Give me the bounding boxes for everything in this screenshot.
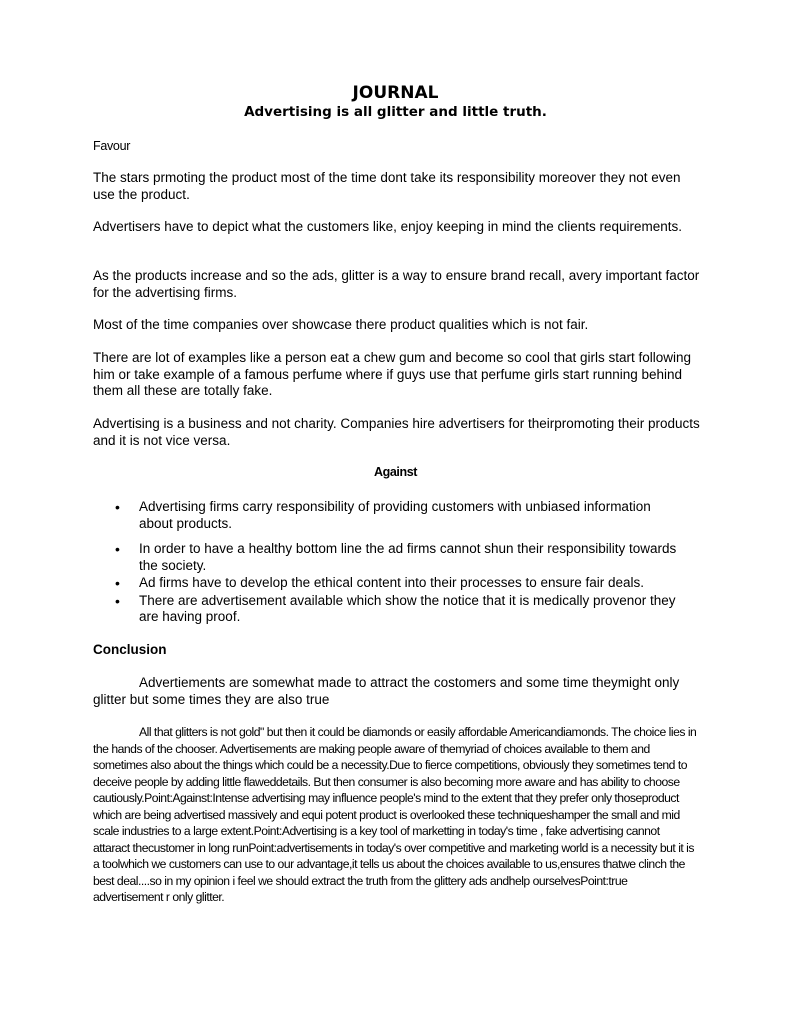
list-item: • Ad firms have to develop the ethical content into their processes to ensure fair deals. bbox=[115, 575, 685, 592]
favour-paragraph: The stars prmoting the product most of the time dont take its responsibility moreover they not even use the product. bbox=[93, 170, 681, 202]
conclusion-heading: Conclusion bbox=[93, 642, 167, 657]
conclusion-paragraph: Advertiements are somewhat made to attract the costomers and some time theymight only glitter but some times they are also true bbox=[93, 675, 680, 707]
document-title: JOURNAL bbox=[352, 83, 439, 103]
favour-paragraph: As the products increase and so the ads, glitter is a way to ensure brand recall, avery important factor for the advertising firms. bbox=[93, 268, 700, 300]
list-item: • There are advertisement available which show the notice that it is medically provenor they are having proof. bbox=[115, 593, 685, 626]
list-item: • In order to have a healthy bottom line the ad firms cannot shun their responsibility towards the society. bbox=[115, 541, 685, 574]
favour-paragraph: There are lot of examples like a person eat a chew gum and become so cool that girls start following him or take example of a famous perfume where if guys use that perfume girls start running behind them all these are totally fake. bbox=[93, 350, 692, 398]
conclusion-paragraph: All that glitters is not gold" but then it could be diamonds or easily affordable Americandiamonds. The choice lies in the hands of the chooser. Advertisements are making people aware of themyriad of choices available to them and sometimes also about the things which could be a necessity.Due to fierce competitions, obviously they sometimes tend to deceive people by adding little flaweddetails. But then consumer is also becoming more aware and has ability to choose cautiously.Point:Against:Intense advertising may influence people's mind to the extent that they prefer only thoseproduct which are being advertised massively and equi potent product is overlooked these techniqueshamper the small and mid scale industries to a large extent.Point:Advertising is a key tool of marketting in today's time , fake advertising cannot attaract thecustomer in long runPoint:advertisements in today's over competitive and marketing world is a necessity but it is a toolwhich we customers can use to our advantage,it tells us about the choices available to us,ensures thatwe clinch the best deal....so in my opinion i feel we should extract the truth from the glittery ads andhelp ourselvesPoint:true advertisement r only glitter. bbox=[93, 725, 697, 904]
favour-paragraph: Advertising is a business and not charity. Companies hire advertisers for theirpromoting their products and it is not vice versa. bbox=[93, 416, 700, 448]
favour-label: Favour bbox=[93, 139, 131, 153]
against-heading: Against bbox=[373, 465, 418, 479]
favour-paragraph: Advertisers have to depict what the customers like, enjoy keeping in mind the clients requirements. bbox=[93, 219, 683, 234]
list-item: • Advertising firms carry responsibility of providing customers with unbiased information about products. bbox=[115, 499, 685, 532]
favour-paragraph: Most of the time companies over showcase there product qualities which is not fair. bbox=[93, 317, 589, 332]
against-list bbox=[115, 499, 685, 630]
document-subtitle: Advertising is all glitter and little truth. bbox=[244, 104, 547, 120]
